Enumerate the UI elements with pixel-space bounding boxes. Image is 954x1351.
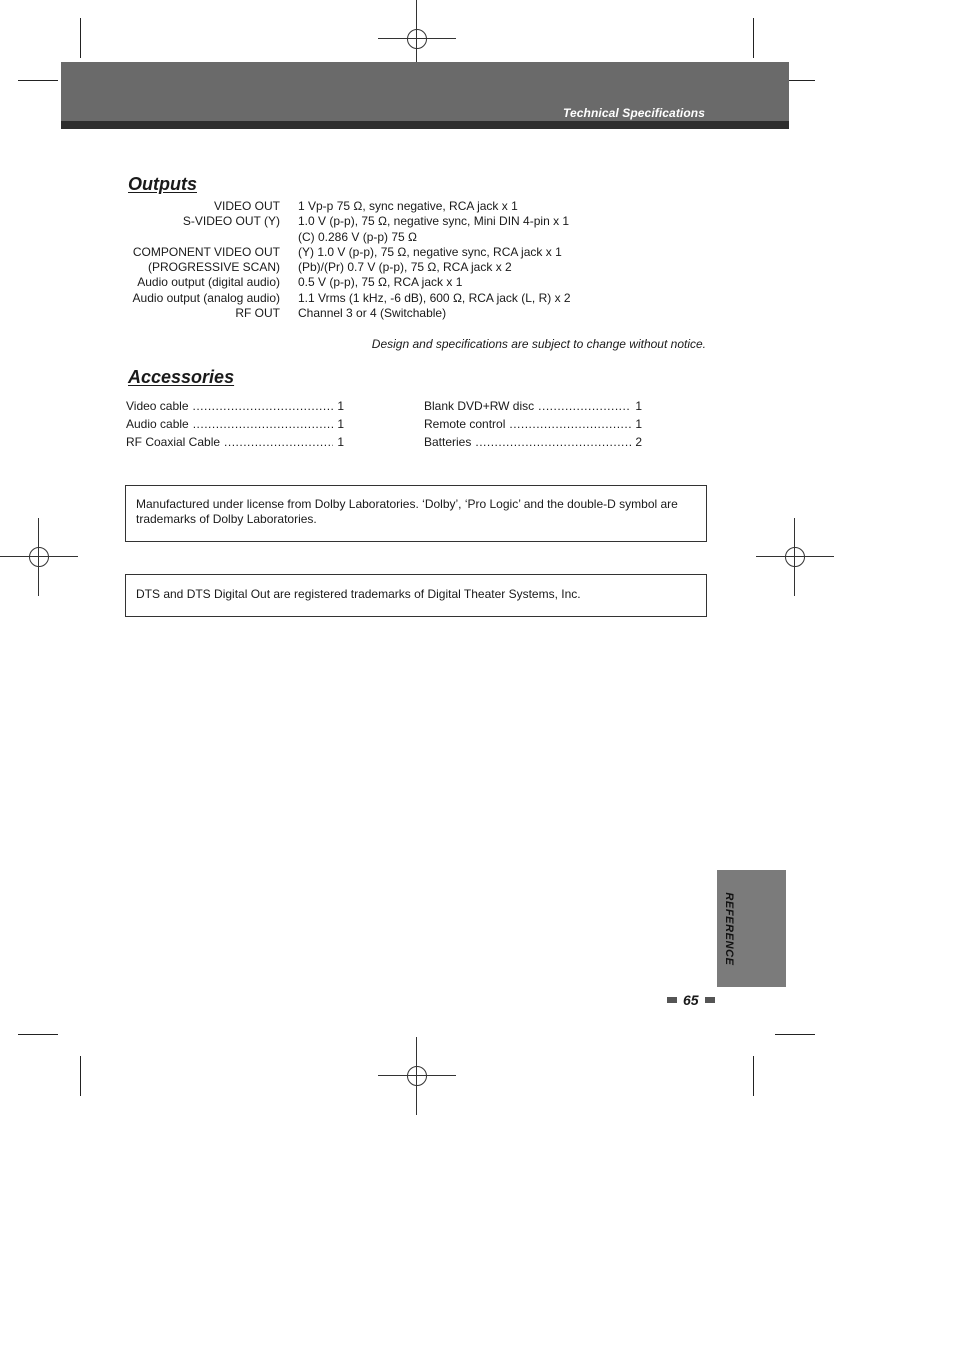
accessory-qty: 1 bbox=[635, 417, 642, 431]
list-item bbox=[424, 397, 642, 415]
spec-row bbox=[90, 275, 571, 290]
registration-mark-icon bbox=[756, 518, 834, 596]
square-bullet-icon bbox=[705, 997, 715, 1003]
accessory-qty: 2 bbox=[635, 435, 642, 449]
spec-value: 1 Vp-p 75 Ω, sync negative, RCA jack x 1 bbox=[298, 199, 518, 213]
spec-label: VIDEO OUT bbox=[213, 199, 280, 213]
spec-row bbox=[90, 199, 571, 214]
spec-row bbox=[90, 260, 571, 275]
spec-label: Audio output (analog audio) bbox=[132, 290, 280, 305]
crop-mark bbox=[775, 1034, 815, 1035]
dts-trademark-note: DTS and DTS Digital Out are registered trademarks of Digital Theater Systems, Inc. bbox=[125, 574, 707, 617]
dot-leader bbox=[193, 397, 334, 415]
spec-value: Channel 3 or 4 (Switchable) bbox=[298, 306, 447, 321]
accessory-name: RF Coaxial Cable bbox=[126, 435, 221, 449]
dot-leader bbox=[538, 397, 631, 415]
list-item bbox=[424, 433, 642, 451]
spec-value: (Y) 1.0 V (p-p), 75 Ω, negative sync, RCA jack x 1 bbox=[298, 244, 562, 259]
page-number-text: 65 bbox=[683, 992, 699, 1008]
registration-mark-icon bbox=[378, 1037, 456, 1115]
spec-label bbox=[90, 230, 298, 245]
spec-label: S-VIDEO OUT (Y) bbox=[182, 214, 280, 229]
spec-value: 1.0 V (p-p), 75 Ω, negative sync, Mini DIN 4-pin x 1 bbox=[298, 214, 570, 229]
spec-label: (PROGRESSIVE SCAN) bbox=[147, 260, 280, 275]
dot-leader bbox=[224, 433, 333, 451]
accessory-name: Remote control bbox=[424, 417, 506, 431]
crop-mark bbox=[18, 80, 58, 81]
page-number bbox=[667, 992, 715, 1008]
crop-mark bbox=[80, 18, 81, 58]
dolby-trademark-note: Manufactured under license from Dolby Laboratories. ‘Dolby’, ‘Pro Logic’ and the double-D symbol are trademarks of Dolby Laboratories. bbox=[125, 485, 707, 542]
outputs-heading: Outputs bbox=[128, 174, 197, 194]
spec-label: RF OUT bbox=[235, 306, 280, 321]
spec-label: COMPONENT VIDEO OUT bbox=[132, 244, 280, 259]
accessory-name: Video cable bbox=[126, 399, 189, 413]
spec-row bbox=[90, 306, 571, 321]
crop-mark bbox=[753, 1056, 754, 1096]
accessory-qty: 1 bbox=[635, 399, 642, 413]
accessory-name: Blank DVD+RW disc bbox=[424, 399, 535, 413]
dot-leader bbox=[193, 415, 334, 433]
spec-row bbox=[90, 230, 571, 245]
outputs-spec-table bbox=[90, 199, 571, 321]
spec-value: (Pb)/(Pr) 0.7 V (p-p), 75 Ω, RCA jack x 2 bbox=[298, 260, 512, 275]
list-item bbox=[126, 415, 344, 433]
accessory-qty: 1 bbox=[337, 399, 344, 413]
accessories-list-left bbox=[126, 397, 344, 451]
list-item bbox=[424, 415, 642, 433]
crop-mark bbox=[753, 18, 754, 58]
accessory-name: Audio cable bbox=[126, 417, 189, 431]
registration-mark-icon bbox=[0, 518, 78, 596]
dot-leader bbox=[475, 433, 631, 451]
accessories-list-right bbox=[424, 397, 642, 451]
reference-side-tab-label bbox=[717, 870, 741, 987]
list-item bbox=[126, 433, 344, 451]
spec-label: Audio output (digital audio) bbox=[137, 275, 280, 290]
spec-row bbox=[90, 214, 571, 229]
side-tab-text: REFERENCE bbox=[723, 891, 735, 966]
header-strip bbox=[61, 121, 789, 129]
spec-row bbox=[90, 291, 571, 306]
spec-row bbox=[90, 245, 571, 260]
accessory-name: Batteries bbox=[424, 435, 472, 449]
page-header-title: Technical Specifications bbox=[563, 106, 705, 120]
accessory-qty: 1 bbox=[337, 417, 344, 431]
square-bullet-icon bbox=[667, 997, 677, 1003]
spec-value: 1.1 Vrms (1 kHz, -6 dB), 600 Ω, RCA jack (L, R) x 2 bbox=[298, 290, 571, 305]
accessories-heading: Accessories bbox=[128, 367, 235, 387]
dot-leader bbox=[509, 415, 631, 433]
crop-mark bbox=[18, 1034, 58, 1035]
accessory-qty: 1 bbox=[337, 435, 344, 449]
specifications-notice: Design and specifications are subject to change without notice. bbox=[371, 337, 706, 351]
crop-mark bbox=[80, 1056, 81, 1096]
spec-value: (C) 0.286 V (p-p) 75 Ω bbox=[298, 229, 418, 244]
list-item bbox=[126, 397, 344, 415]
spec-value: 0.5 V (p-p), 75 Ω, RCA jack x 1 bbox=[298, 275, 463, 290]
